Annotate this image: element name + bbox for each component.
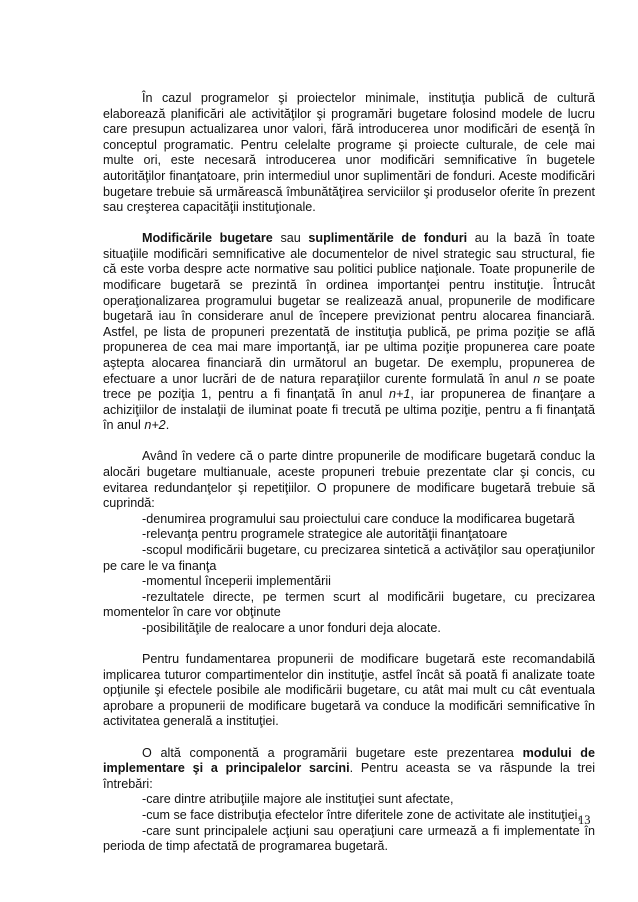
paragraph-4-text: Pentru fundamentarea propunerii de modificare bugetară este recomandabilă implicarea tuturor compartimentelor din instituţie, astfel încât să poată fi analizate toate opţiunile şi efectele posibile ale modificării bugetare, cu atât mai mult cu cât eventuala aprobare a propunerii de modificare bugetară va conduce la modificări semnificative în activitatea generală a instituţiei. <box>103 652 595 729</box>
term-modificarile-bugetare: Modificările bugetare <box>142 231 273 246</box>
paragraph-4 <box>103 652 595 730</box>
list-item: -relevanţa pentru programele strategice ale autorităţii finanţatoare <box>142 527 508 542</box>
page-number: 13 <box>578 813 591 827</box>
paragraph-5-text: O altă componentă a programării bugetare este prezentarea <box>142 745 523 760</box>
paragraph-2 <box>103 231 595 434</box>
questions-list <box>103 792 595 854</box>
list-item: -care sunt principalele acţiuni sau operaţiuni care urmează a fi implementate în perioda de timp afectată de programarea bugetară. <box>103 823 595 854</box>
year-n-plus-1: n+1 <box>388 387 411 402</box>
year-n: n <box>533 371 541 386</box>
list-item: -denumirea programului sau proiectului care conduce la modificarea bugetară <box>142 511 575 526</box>
paragraph-1-text: În cazul programelor şi proiectelor minimale, instituţia publică de cultură elaborează planificări ale activităţilor şi programări bugetare folosind modele de lucru care presupun actualizarea unor valori, fără introducerea unor modificări de esenţă în conceptul programatic. Pentru celelalte programe şi proiecte culturale, de cele mai multe ori, este necesară introducerea unor modificări semnificative în bugetele autorităţilor finanţatoare, prin intermediul unor suplimentări de fonduri. Aceste modificări bugetare trebuie să urmărească îmbunătăţirea serviciilor şi produselor oferite în prezent sau creşterea capacităţii instituţionale. <box>103 91 595 215</box>
document-page <box>103 91 595 855</box>
year-n-plus-2: n+2 <box>144 418 166 433</box>
list-item: -momentul începerii implementării <box>142 574 331 589</box>
list-item: -care dintre atribuţiile majore ale instituţiei sunt afectate, <box>142 792 454 807</box>
paragraph-2-text: sau <box>272 231 309 246</box>
term-suplimentarile-de-fonduri: suplimentările de fonduri <box>308 231 468 246</box>
list-item: -posibilităţile de realocare a unor fonduri deja alocate. <box>142 621 441 635</box>
requirements-list <box>103 512 595 637</box>
paragraph-5-text: . Pentru aceasta se va răspunde la trei întrebări: <box>103 761 596 791</box>
list-item: -rezultatele directe, pe termen scurt al modificării bugetare, cu precizarea momentelor în care vor obţinute <box>103 589 595 620</box>
paragraph-5 <box>103 746 595 793</box>
paragraph-3-text: Având în vedere că o parte dintre propunerile de modificare bugetară conduc la alocări bugetare multianuale, aceste propuneri trebuie prezentate clar şi concis, cu evitarea redundanţelor şi repetiţiilor. O propunere de modificare bugetară trebuie să cuprindă: <box>103 449 595 511</box>
term-modului-de-implementare: modului de implementare şi a principalelor sarcini <box>103 745 595 776</box>
paragraph-2-text: se poate trece pe poziţia 1, pentru a fi finanţată în anul <box>103 371 595 402</box>
list-item: -cum se face distribuţia efectelor între diferitele zone de activitate ale instituţiei, <box>142 807 581 822</box>
list-item: -scopul modificării bugetare, cu precizarea sintetică a activăţilor sau operaţiunilor pe care le va finanţa <box>103 543 595 573</box>
paragraph-3 <box>103 449 595 511</box>
paragraph-2-text: . <box>165 418 170 433</box>
paragraph-1 <box>103 91 595 216</box>
paragraph-2-text: au la bază în toate situaţiile modificări semnificative ale documentelor de nivel strategic sau structural, fie că este vorba despre acte normative sau politici publice naţionale. Toate propunerile de modificare bugetară se prezintă în ordinea importanţei pentru instituţie. Întrucât operaţionalizarea programului bugetar se realizează anual, propunerile de modificare bugetară iau în considerare anul de începere previzionat pentru alocarea financiară. Astfel, pe lista de propuneri prezentată de instituţia publică, pe prima poziţie se află propunerea de cea mai mare importanţă, iar pe ultima poziţie propunerea care poate aştepta alocarea financiară din următorul an bugetar. De exemplu, propunerea de efectuare a unor lucrări de de natura reparaţiilor curente formulată în anul <box>103 231 595 386</box>
paragraph-2-text: , iar propunerea de finanţare a achiziţiilor de instalaţii de iluminat poate fi trecută pe ultima poziţie, pentru a fi finanţată în anul <box>103 387 595 433</box>
